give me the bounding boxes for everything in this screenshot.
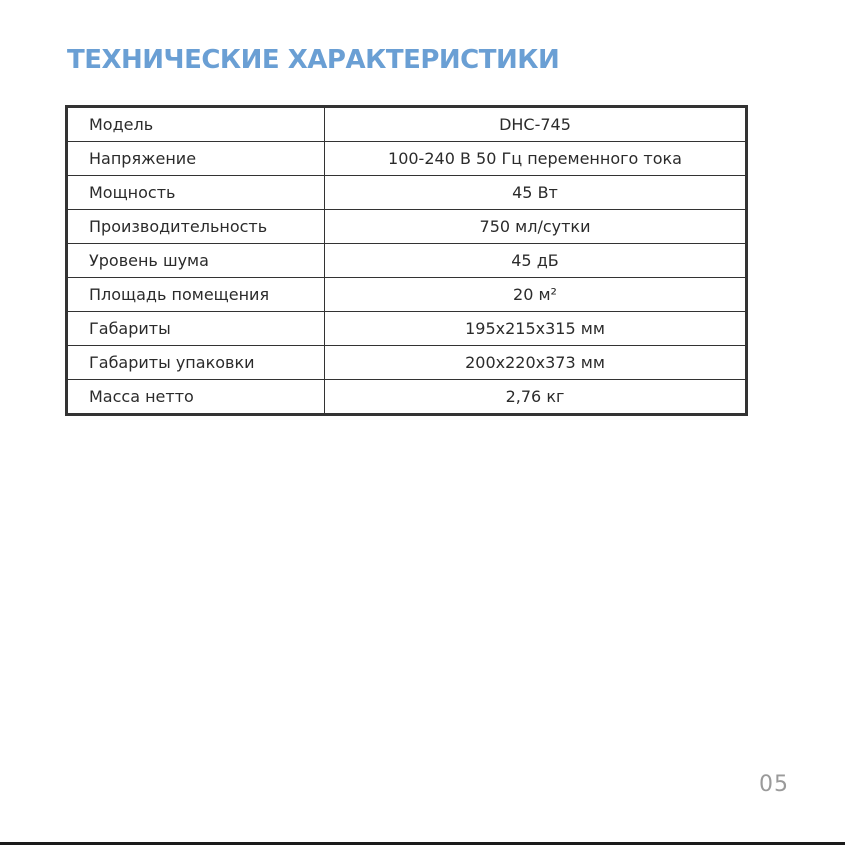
spec-value-power: 45 Вт — [325, 176, 747, 210]
spec-value-dimensions: 195х215х315 мм — [325, 312, 747, 346]
table-row — [67, 278, 747, 312]
table-row — [67, 346, 747, 380]
table-row — [67, 107, 747, 142]
spec-param-dimensions: Габариты — [67, 312, 325, 346]
spec-value-voltage: 100-240 В 50 Гц переменного тока — [325, 142, 747, 176]
spec-param-voltage: Напряжение — [67, 142, 325, 176]
spec-param-room-area: Площадь помещения — [67, 278, 325, 312]
table-row — [67, 142, 747, 176]
spec-value-noise: 45 дБ — [325, 244, 747, 278]
spec-param-model: Модель — [67, 107, 325, 142]
spec-param-net-weight: Масса нетто — [67, 380, 325, 415]
table-row — [67, 210, 747, 244]
spec-param-power: Мощность — [67, 176, 325, 210]
table-row — [67, 312, 747, 346]
table-row — [67, 380, 747, 415]
table-row — [67, 244, 747, 278]
table-row — [67, 176, 747, 210]
specifications-table — [65, 105, 748, 416]
spec-value-model: DHC-745 — [325, 107, 747, 142]
spec-value-package-dimensions: 200х220х373 мм — [325, 346, 747, 380]
spec-value-capacity: 750 мл/сутки — [325, 210, 747, 244]
page-number: 05 — [759, 772, 789, 797]
spec-value-net-weight: 2,76 кг — [325, 380, 747, 415]
spec-value-room-area: 20 м² — [325, 278, 747, 312]
spec-param-package-dimensions: Габариты упаковки — [67, 346, 325, 380]
spec-param-capacity: Производительность — [67, 210, 325, 244]
spec-param-noise: Уровень шума — [67, 244, 325, 278]
page-title: ТЕХНИЧЕСКИЕ ХАРАКТЕРИСТИКИ — [67, 45, 560, 75]
